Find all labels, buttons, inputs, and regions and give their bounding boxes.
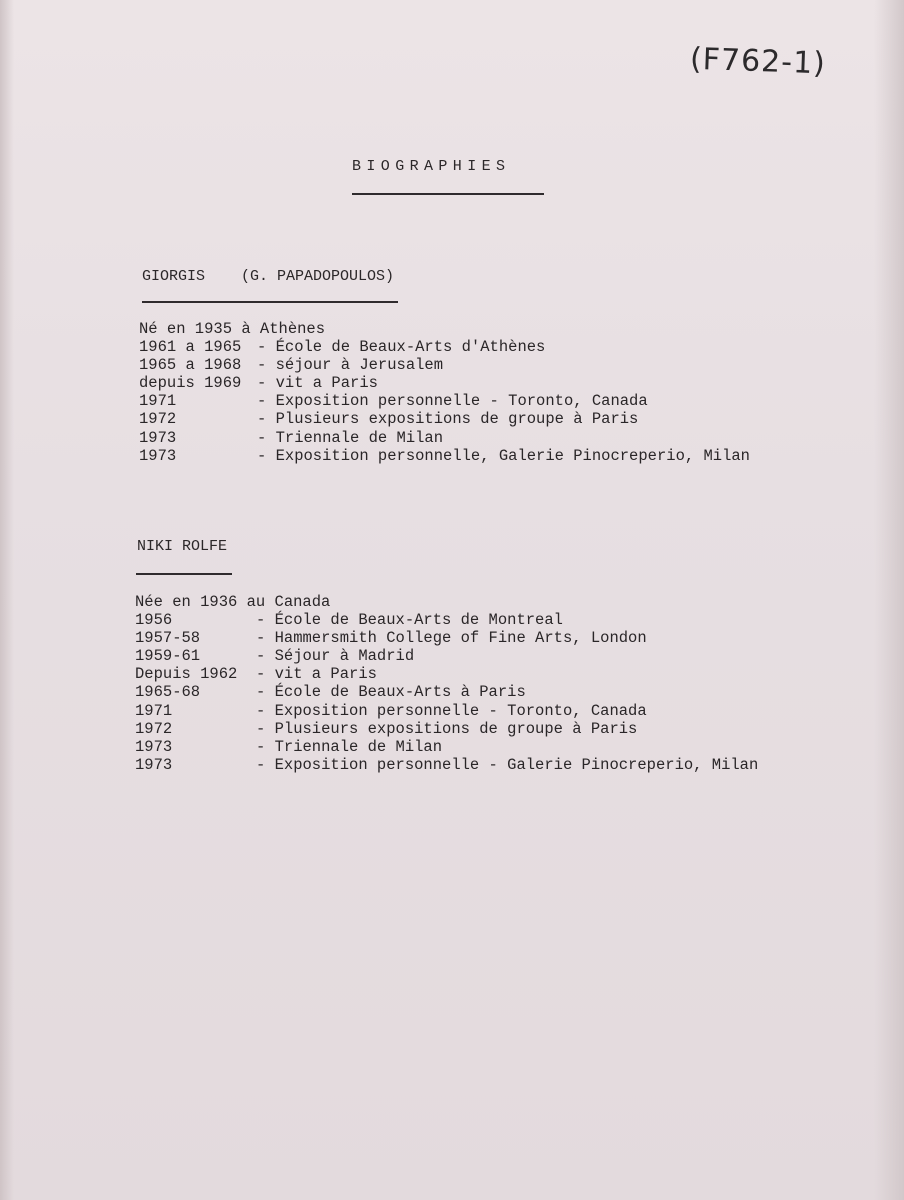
- bio-entry-year: 1972: [135, 719, 173, 738]
- bio-entry: [135, 720, 795, 738]
- bio-entry-text: - École de Beaux-Arts de Montreal: [256, 611, 563, 630]
- bio-entry: [135, 593, 795, 611]
- bio-entry-year: 1973: [139, 446, 177, 465]
- bio-entry-year: depuis 1969: [139, 374, 242, 393]
- bio-entry: [135, 683, 795, 701]
- bio-entry-text: - vit a Paris: [257, 374, 378, 393]
- bio-entry: [135, 647, 795, 665]
- biography-list-niki-rolfe: [135, 593, 795, 774]
- archive-reference-note: (F762-1): [689, 41, 827, 82]
- bio-entry: [139, 374, 779, 392]
- bio-entry-text: - Triennale de Milan: [257, 428, 444, 447]
- bio-entry: [135, 702, 795, 720]
- paper-edge-left: [0, 0, 14, 1200]
- artist-heading-underline: [142, 301, 398, 303]
- bio-entry: [135, 756, 795, 774]
- bio-entry: [135, 665, 795, 683]
- artist-heading-giorgis: GIORGIS (G. PAPADOPOULOS): [142, 268, 395, 285]
- bio-entry-year: 1973: [139, 428, 177, 447]
- bio-entry: [139, 447, 779, 465]
- bio-entry: [135, 629, 795, 647]
- bio-entry-year: 1965-68: [135, 683, 201, 702]
- page-title: BIOGRAPHIES: [352, 158, 511, 175]
- bio-entry-year: 1961 a 1965: [139, 338, 242, 357]
- bio-entry-text: - Triennale de Milan: [256, 737, 443, 756]
- biography-list-giorgis: [139, 320, 779, 465]
- bio-entry: [139, 320, 779, 338]
- bio-entry-text: - Exposition personnelle - Toronto, Canada: [256, 701, 647, 720]
- bio-entry-year: 1965 a 1968: [139, 356, 242, 375]
- paper-edge-right: [874, 0, 904, 1200]
- bio-entry-text: - Hammersmith College of Fine Arts, London: [256, 629, 647, 648]
- artist-heading-underline: [136, 573, 232, 575]
- bio-entry: [139, 410, 779, 428]
- bio-entry-text: - Séjour à Madrid: [256, 647, 415, 666]
- bio-entry: [135, 738, 795, 756]
- bio-entry-year: 1973: [135, 737, 173, 756]
- bio-entry-text: - École de Beaux-Arts d'Athènes: [257, 338, 546, 357]
- bio-entry-text: - vit a Paris: [256, 665, 377, 684]
- bio-entry-year: Né en 1935 à Athènes: [139, 320, 326, 338]
- bio-entry-text: - Exposition personnelle - Toronto, Canada: [257, 392, 648, 411]
- bio-entry: [139, 338, 779, 356]
- bio-entry-year: 1971: [139, 392, 177, 411]
- bio-entry: [135, 611, 795, 629]
- bio-entry-year: 1956: [135, 611, 173, 630]
- bio-entry-year: Depuis 1962: [135, 665, 238, 684]
- bio-entry-year: 1971: [135, 701, 173, 720]
- bio-entry-text: - séjour à Jerusalem: [257, 356, 444, 375]
- bio-entry-year: 1972: [139, 410, 177, 429]
- bio-entry-text: - École de Beaux-Arts à Paris: [256, 683, 526, 702]
- bio-entry: [139, 392, 779, 410]
- bio-entry-text: - Plusieurs expositions de groupe à Paris: [257, 410, 639, 429]
- bio-entry-year: 1957-58: [135, 629, 201, 648]
- title-underline: [352, 193, 544, 195]
- bio-entry-year: Née en 1936 au Canada: [135, 593, 331, 611]
- bio-entry-text: - Plusieurs expositions de groupe à Paris: [256, 719, 638, 738]
- bio-entry-year: 1973: [135, 755, 173, 774]
- bio-entry: [139, 429, 779, 447]
- artist-heading-niki-rolfe: NIKI ROLFE: [137, 538, 228, 555]
- bio-entry-text: - Exposition personnelle, Galerie Pinocreperio, Milan: [257, 446, 750, 465]
- bio-entry-year: 1959-61: [135, 647, 201, 666]
- bio-entry-text: - Exposition personnelle - Galerie Pinocreperio, Milan: [256, 755, 759, 774]
- bio-entry: [139, 356, 779, 374]
